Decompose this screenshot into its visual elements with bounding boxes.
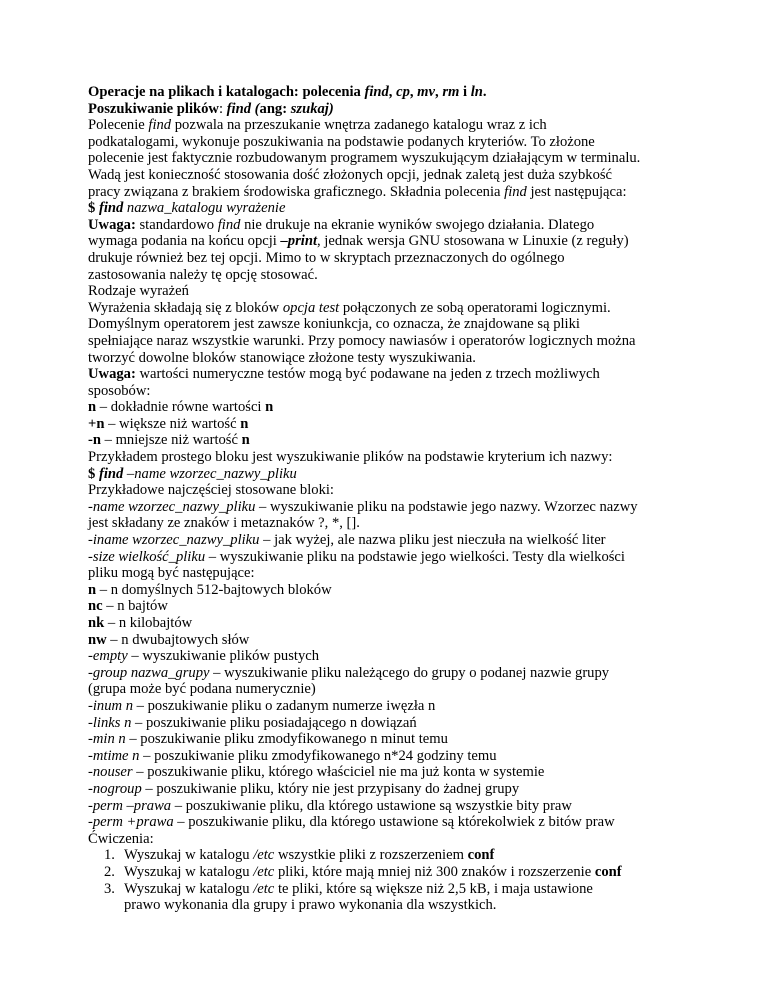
list-item: -links n – poszukiwanie pliku posiadającego n dowiązań [88,714,417,731]
list-item: 2. Wyszukaj w katalogu /etc pliki, które mają mniej niż 300 znaków i rozszerzenie conf [104,863,622,880]
numeric-list [88,399,760,449]
option-name: -name wzorzec_nazwy_pliku – wyszukiwanie pliku na podstawie jego nazwy. Wzorzec nazwy jest składany ze znaków i metaznaków ?, *, []. [88,498,638,532]
list-item: n – n domyślnych 512-bajtowych bloków [88,581,332,598]
syntax-line: $ find nazwa_katalogu wyrażenie [88,200,286,217]
expressions-heading: Rodzaje wyrażeń [88,283,189,300]
list-item: nk – n kilobajtów [88,615,193,631]
list-item: -perm –prawa – poszukiwanie pliku, dla którego ustawione są wszystkie bity praw [88,797,572,814]
document-page [88,84,760,914]
exercises-heading: Ćwiczenia: [88,830,154,847]
list-item: -inum n – poszukiwanie pliku o zadanym numerze iwęzła n [88,697,436,714]
note-print: Uwaga: standardowo find nie drukuje na ekranie wyników swojego działania. Dlatego wymaga podania na końcu opcji –print, jednak wersja GNU stosowana w Linuxie (z reguły) drukuje również bez tej opcji. Mimo to w skryptach przeznaczonych do ogólnego zastosowania należy tę opcję stosować. [88,216,629,283]
list-item: n – dokładnie równe wartości n [88,399,274,416]
list-item: -mtime n – poszukiwanie pliku zmodyfikowanego n*24 godziny temu [88,747,497,764]
list-item: nc – n bajtów [88,598,168,615]
list-item: nw – n dwubajtowych słów [88,631,250,648]
list-item: -nogroup – poszukiwanie pliku, który nie jest przypisany do żadnej grupy [88,780,520,797]
note-numeric: Uwaga: wartości numeryczne testów mogą być podawane na jeden z trzech możliwych sposobów: [88,366,600,399]
size-units-list [88,582,760,648]
list-item: +n – większe niż wartość n [88,415,249,432]
example-command: $ find –name wzorzec_nazwy_pliku [88,465,297,482]
list-item: 1. Wyszukaj w katalogu /etc wszystkie pliki z rozszerzeniem conf [104,847,495,864]
list-item: -n – mniejsze niż wartość n [88,432,250,449]
more-options-list [88,698,760,831]
list-item: -perm +prawa – poszukiwanie pliku, dla którego ustawione są którekolwiek z bitów praw [88,814,615,831]
example-intro: Przykładem prostego bloku jest wyszukiwanie plików na podstawie kryterium ich nazwy: [88,449,613,466]
blocks-heading: Przykładowe najczęściej stosowane bloki: [88,482,334,499]
list-item: 3. Wyszukaj w katalogu /etc te pliki, które są większe niż 2,5 kB, i maja ustawione prawo wykonania dla grupy i prawo wykonania dla wszystkich. [104,880,593,914]
section-heading-find: Poszukiwanie plików: find (ang: szukaj) [88,100,334,117]
option-size: -size wielkość_pliku – wyszukiwanie pliku na podstawie jego wielkości. Testy dla wielkości pliku mogą być następujące: [88,548,625,582]
option-empty: -empty – wyszukiwanie plików pustych [88,648,320,665]
document-title: Operacje na plikach i katalogach: polecenia find, cp, mv, rm i ln. [88,84,487,100]
intro-paragraph: Polecenie find pozwala na przeszukanie wnętrza zadanego katalogu wraz z ich podkatalogami, wykonuje poszukiwania na podstawie podanych kryteriów. To złożone polecenie jest faktycznie rozbudowanym programem wyszukującym działającym w terminalu. Wadą jest konieczność stosowania dość złożonych opcji, jednak zaletą jest duża szybkość pracy związana z brakiem środowiska graficznego. Składnia polecenia find jest następująca: [88,117,641,200]
option-group: -group nazwa_grupy – wyszukiwanie pliku należącego do grupy o podanej nazwie grupy (grupa może być podana numerycznie) [88,664,610,698]
option-iname: -iname wzorzec_nazwy_pliku – jak wyżej, ale nazwa pliku jest nieczuła na wielkość liter [88,532,606,549]
exercises-list [88,847,760,913]
list-item: -min n – poszukiwanie pliku zmodyfikowanego n minut temu [88,731,448,748]
expressions-paragraph: Wyrażenia składają się z bloków opcja test połączonych ze sobą operatorami logicznymi. Domyślnym operatorem jest zawsze koniunkcja, co oznacza, że znajdowane są pliki spełniające naraz wszystkie warunki. Przy pomocy nawiasów i operatorów logicznych można tworzyć dowolne bloków stanowiące złożone testy wyszukiwania. [88,299,636,366]
list-item: -nouser – poszukiwanie pliku, którego właściciel nie ma już konta w systemie [88,764,545,781]
